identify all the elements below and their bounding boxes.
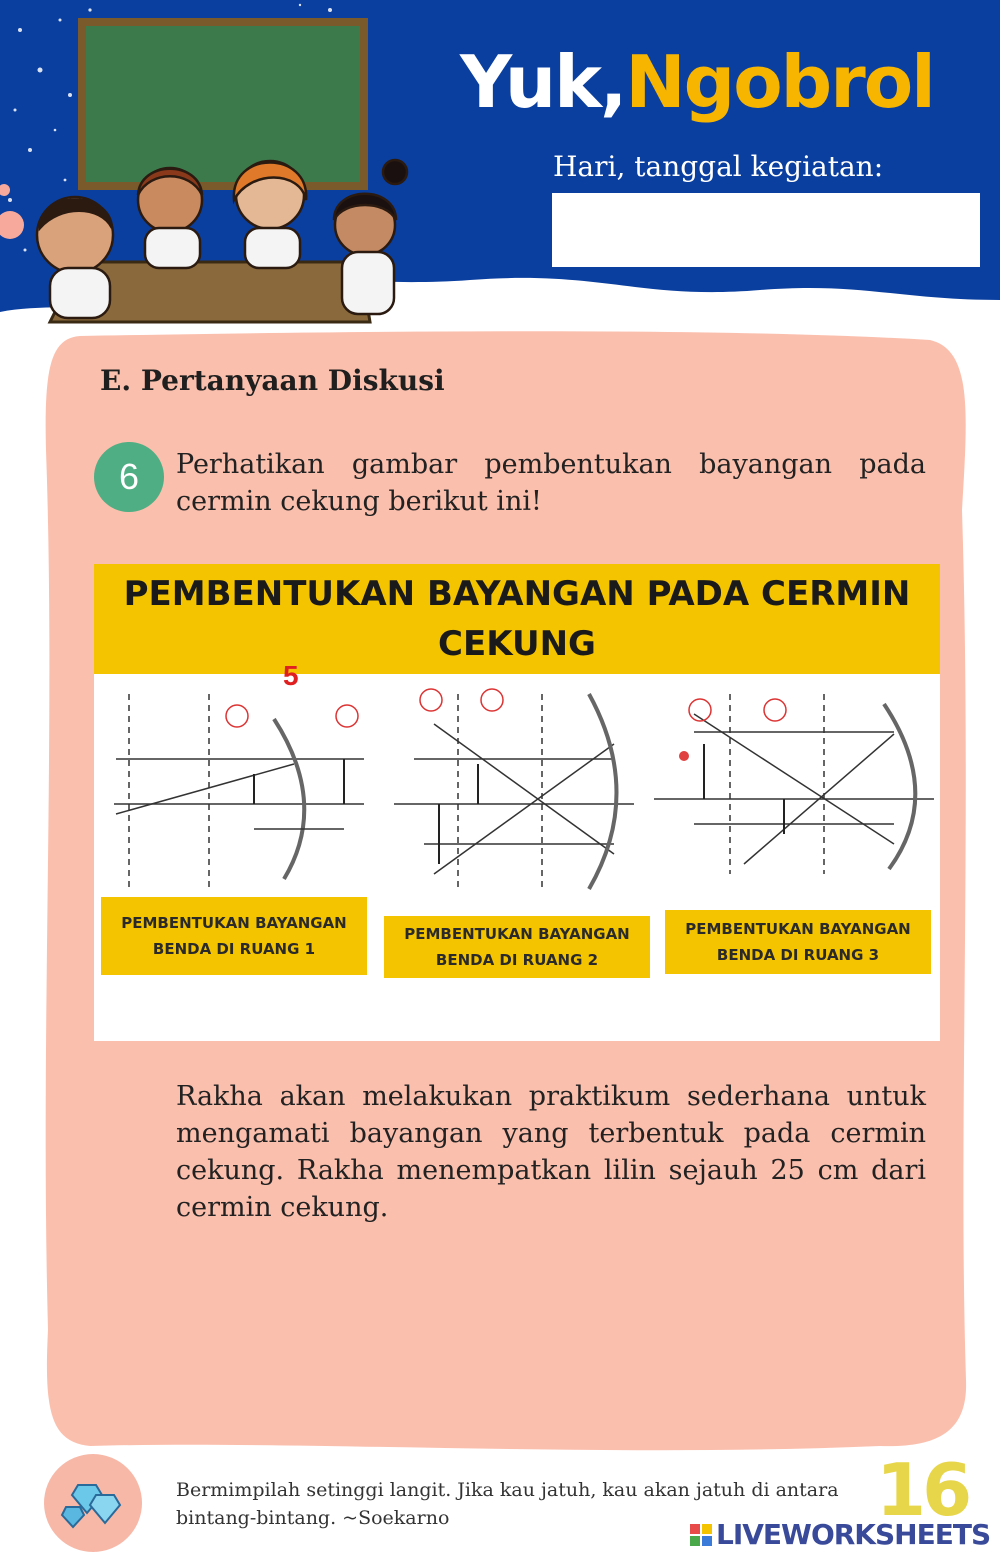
title-part-ngobrol: Ngobrol (625, 40, 934, 124)
panel-label-2: PEMBENTUKAN BAYANGAN BENDA DI RUANG 2 (384, 916, 650, 978)
mirror-diagrams (94, 674, 940, 894)
footer-quote: Bermimpilah setinggi langit. Jika kau jatuh, kau akan jatuh di antara bintang-bintang. ~Soekarno (176, 1479, 839, 1529)
brand-logo (690, 1518, 990, 1551)
footer-diamond-icon (44, 1454, 142, 1552)
page-number: 16 (876, 1448, 969, 1532)
figure-title: PEMBENTUKAN BAYANGAN PADA CERMIN CEKUNG (94, 564, 940, 674)
title-part-yuk: Yuk, (460, 40, 626, 124)
date-input[interactable] (552, 193, 980, 267)
figure-annotation: 5 (283, 660, 299, 691)
question-number-badge: 6 (94, 442, 164, 512)
problem-paragraph: Rakha akan melakukan praktikum sederhana untuk mengamati bayangan yang terbentuk pada cermin cekung. Rakha menempatkan lilin sejauh 25 cm dari cermin cekung. (176, 1081, 926, 1223)
brand-cubes-icon (690, 1524, 712, 1546)
date-label: Hari, tanggal kegiatan: (553, 150, 884, 183)
section-title: E. Pertanyaan Diskusi (100, 364, 445, 397)
panel-label-1: PEMBENTUKAN BAYANGAN BENDA DI RUANG 1 (101, 897, 367, 975)
question-text: Perhatikan gambar pembentukan bayangan pada cermin cekung berikut ini! (176, 449, 926, 517)
page-title (460, 40, 934, 124)
panel-label-3: PEMBENTUKAN BAYANGAN BENDA DI RUANG 3 (665, 910, 931, 974)
brand-text: LIVEWORKSHEETS (716, 1518, 991, 1551)
